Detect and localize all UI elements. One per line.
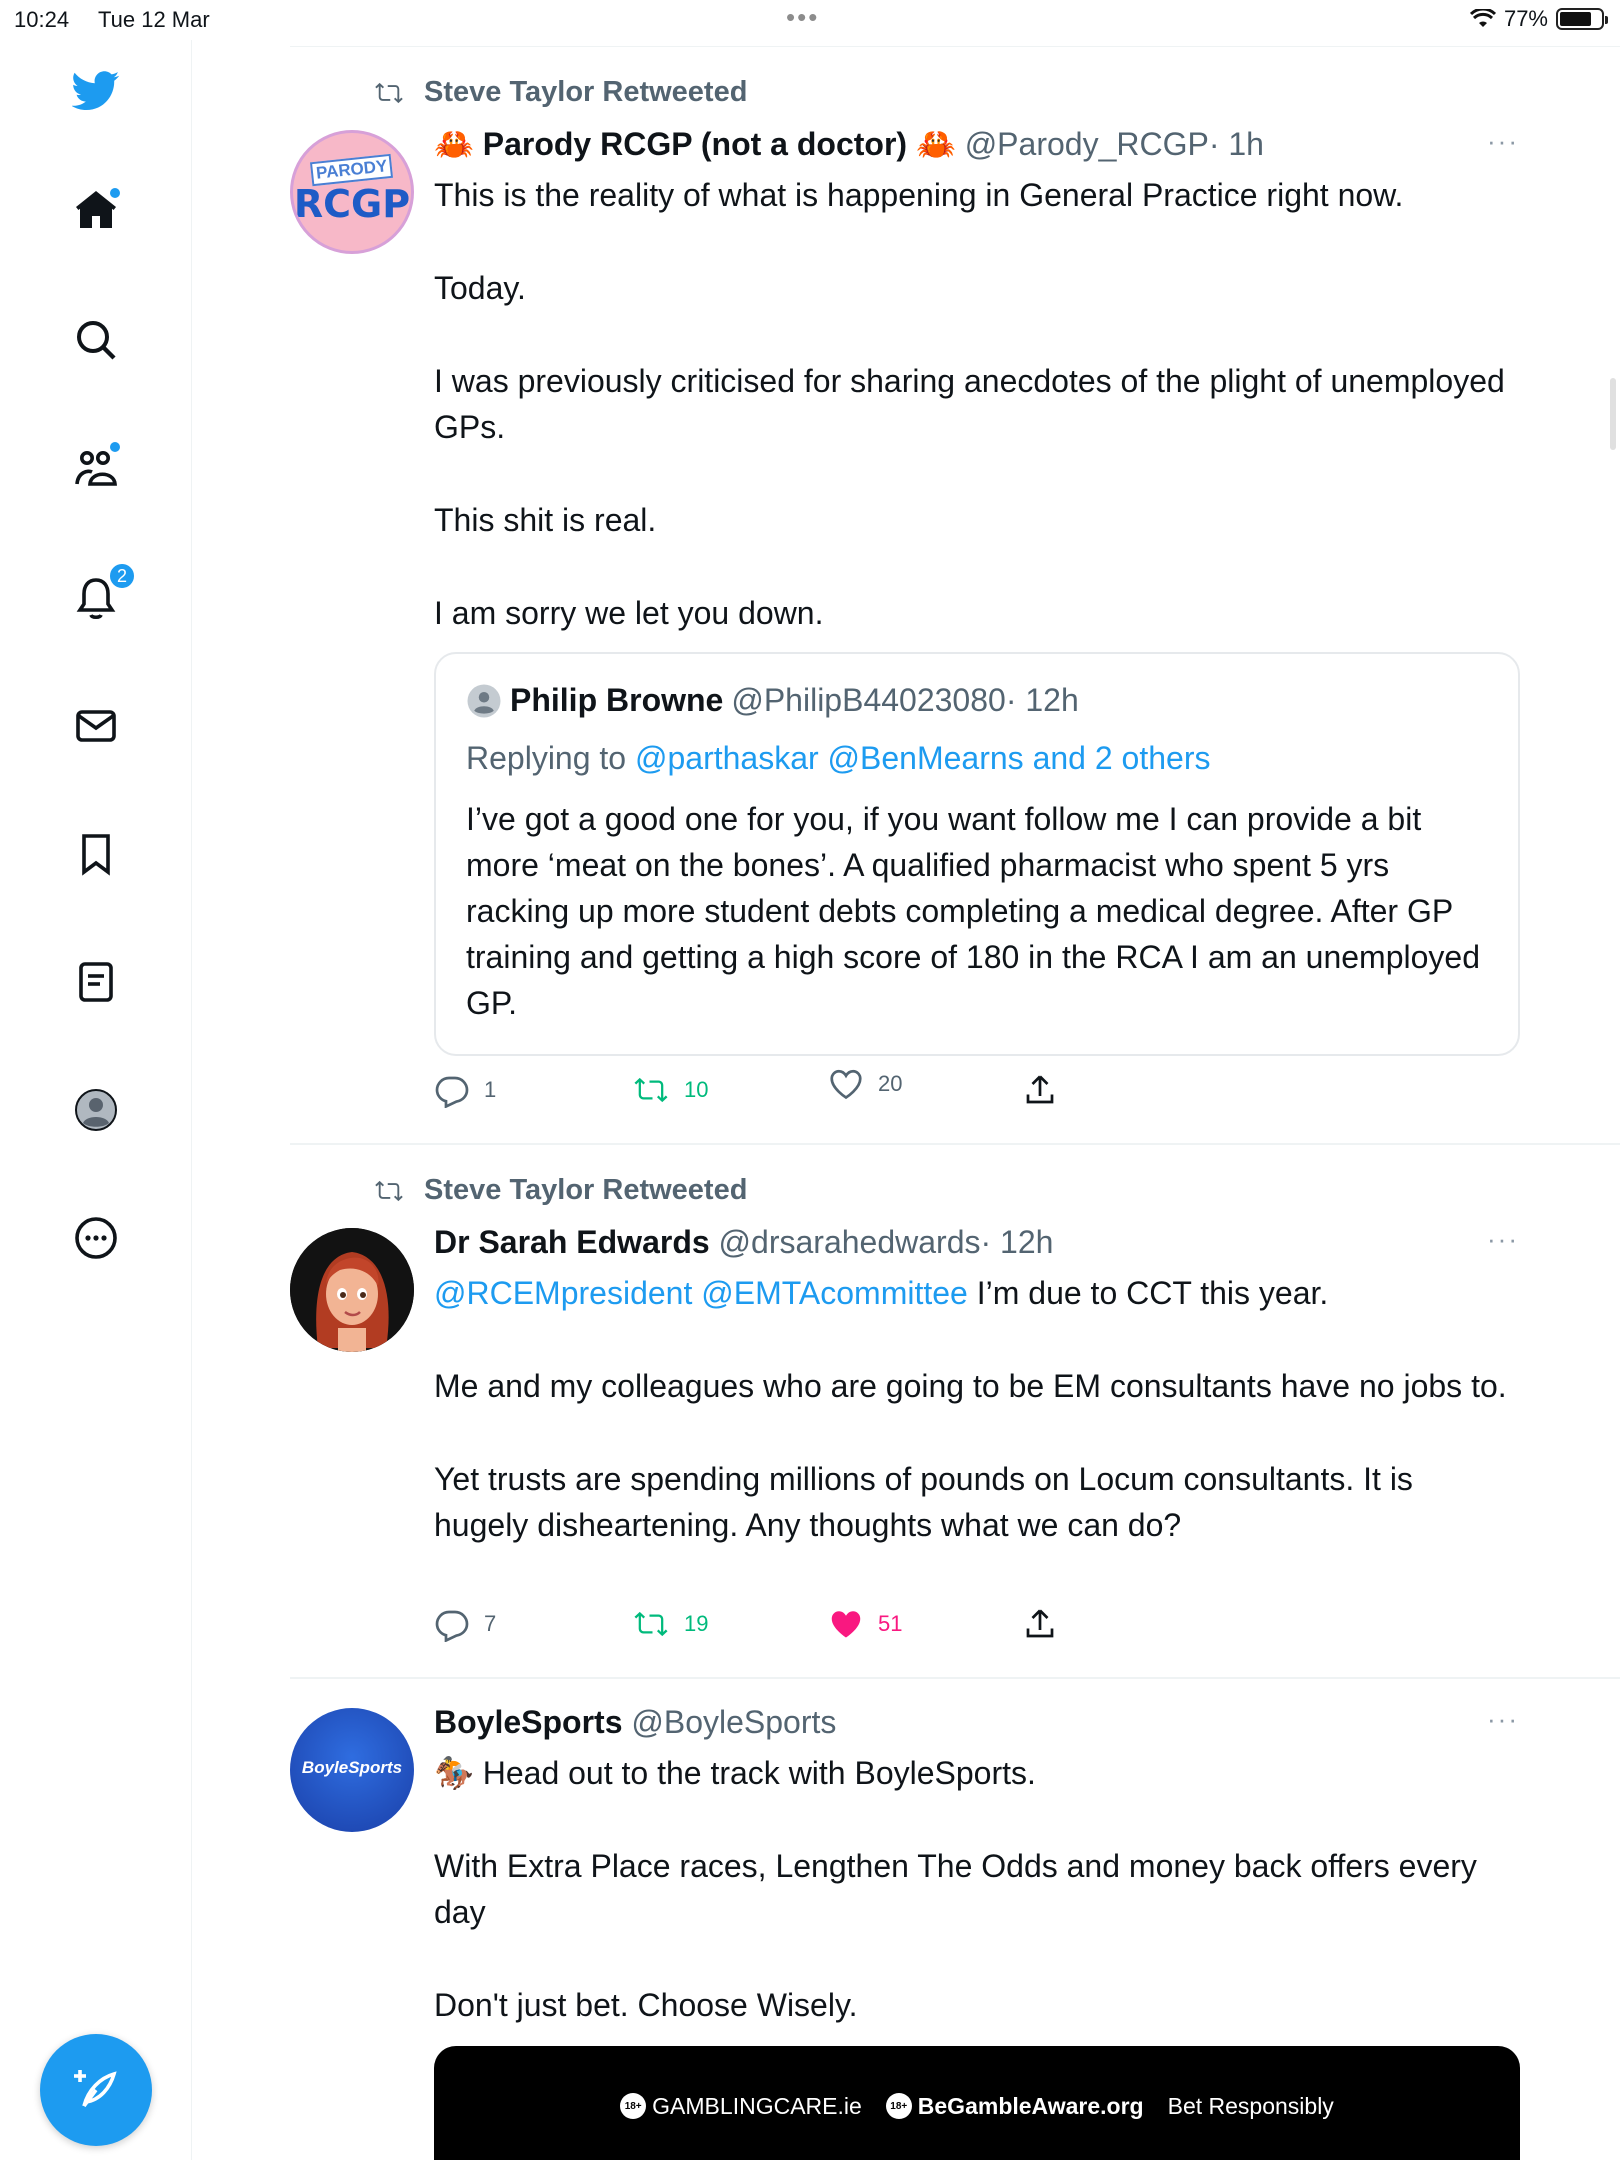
notifications-icon[interactable] [68,565,127,626]
quote-avatar-icon [466,683,502,719]
share-icon [1022,1072,1058,1108]
tweet-actions [434,1606,1134,1646]
avatar[interactable] [290,130,414,254]
retweet-icon [632,1072,670,1108]
ad-banner-image[interactable] [434,2046,1520,2160]
divider [290,46,1620,47]
tweet-header [434,1702,1514,1742]
compose-tweet-button[interactable] [40,2034,152,2146]
retweeted-by-label: Steve Taylor Retweeted [424,76,748,108]
communities-icon[interactable] [68,440,124,496]
display-name[interactable]: Dr Sarah Edwards [434,1224,710,1260]
avatar-parody-label: PARODY [310,154,394,186]
messages-icon[interactable] [68,698,124,754]
age-restriction-mark: 18+ [620,2093,646,2119]
tweet-header [434,124,1514,164]
status-date: Tue 12 Mar [98,7,210,32]
replying-to [466,740,1210,777]
like-button[interactable] [828,1066,902,1102]
avatar-rcgp-label: RCGP [293,182,411,226]
retweet-icon [632,1606,670,1642]
reply-count: 7 [484,1611,497,1636]
tweet-content [434,1222,1514,1548]
tweet-paragraph: Head out to the track with BoyleSports. [482,1755,1036,1791]
divider [290,1677,1620,1679]
tweet-paragraph: With Extra Place races, Lengthen The Odds and money back offers every day [434,1848,1477,1930]
gamblingcare-text: GAMBLINGCARE.ie [652,2092,862,2119]
heart-icon [828,1066,864,1102]
age-restriction-mark: 18+ [886,2093,912,2119]
multitasking-dots-icon[interactable]: ••• [786,2,820,32]
tweet-paragraph: I am sorry we let you down. [434,595,824,631]
display-name[interactable]: BoyleSports [434,1704,623,1740]
like-count: 20 [878,1071,903,1096]
mention-links[interactable]: @RCEMpresident @EMTAcommittee [434,1275,968,1311]
reply-button[interactable] [434,1072,496,1108]
share-button[interactable] [1022,1072,1058,1108]
bookmarks-icon[interactable] [68,826,124,882]
retweet-button[interactable] [632,1072,708,1108]
tweet-actions [434,1072,1134,1112]
quote-text: I’ve got a good one for you, if you want follow me I can provide a bit more ‘meat on the bones’. A qualified pharmacist who spent 5 yrs racking up more student debts completing a medical degree. After GP training and getting a high score of 180 in the RCA I am an unemployed GP. [466,801,1480,1021]
tweet-paragraph: Today. [434,270,526,306]
avatar[interactable] [290,1228,414,1352]
replying-to-label: Replying to [466,740,627,776]
retweet-context [372,76,747,109]
quote-handle: @PhilipB44023080 [731,682,1006,718]
retweet-button[interactable] [632,1606,708,1642]
quoted-tweet[interactable] [434,652,1520,1056]
status-time: 10:24 [14,7,70,32]
bet-responsibly-text: Bet Responsibly [1167,2092,1334,2119]
tweet-more-button[interactable]: ··· [1487,1224,1519,1254]
begambleaware-logo [886,2093,1144,2120]
reply-count: 1 [484,1077,497,1102]
tweet-paragraph: Me and my colleagues who are going to be EM consultants have no jobs to. [434,1368,1507,1404]
timeline [192,0,1620,2160]
promoted-tweet[interactable] [290,1700,1620,2160]
tweet[interactable] [290,1170,1620,1670]
tweet-text [434,172,1514,636]
twitter-logo-icon[interactable] [68,62,124,118]
avatar-brand-label: BoyleSports [301,1758,403,1777]
gamblingcare-logo [620,2093,862,2120]
retweeted-by-label: Steve Taylor Retweeted [424,1174,748,1206]
tweet-paragraph: Don't just bet. Choose Wisely. [434,1987,858,2023]
tweet-header [434,1222,1514,1262]
tweet-text [434,1750,1514,2028]
tweet-paragraph: This shit is real. [434,502,657,538]
more-options-icon[interactable] [68,1210,124,1266]
cartoon-woman-avatar-icon [290,1228,414,1352]
search-icon[interactable] [68,312,124,368]
quote-timestamp: · 12h [1005,682,1079,718]
handle[interactable]: @BoyleSports [631,1704,837,1740]
display-name[interactable]: Parody RCGP (not a doctor) [482,126,908,162]
tweet-paragraph: This is the reality of what is happening in General Practice right now. [434,177,1404,213]
quote-header [466,682,1079,719]
battery-percent: 77% [1503,6,1548,31]
crab-emoji: 🦀 [434,126,474,162]
tweet[interactable] [290,72,1620,1142]
tweet-content [434,124,1514,636]
reply-button[interactable] [434,1606,496,1642]
home-icon[interactable] [68,182,124,238]
retweet-context-icon [372,78,406,108]
crab-emoji: 🦀 [915,126,956,162]
reply-icon [434,1072,470,1108]
tweet-paragraph: I was previously criticised for sharing anecdotes of the plight of unemployed GPs. [434,363,1505,445]
lists-icon[interactable] [68,954,124,1010]
retweet-context [372,1174,747,1207]
tweet-paragraph: Yet trusts are spending millions of pounds on Locum consultants. It is hugely disheartening. Any thoughts what we can do? [434,1461,1413,1543]
divider [290,1143,1620,1145]
reply-icon [434,1606,470,1642]
timestamp[interactable]: · 12h [980,1224,1054,1260]
tweet-first-line-text: I’m due to CCT this year. [967,1275,1329,1311]
tweet-more-button[interactable]: ··· [1487,126,1519,156]
handle[interactable]: @Parody_RCGP [964,126,1209,162]
retweet-count: 19 [684,1611,709,1636]
tweet-content [434,1702,1514,2028]
replying-to-links[interactable]: @parthaskar @BenMearns and 2 others [634,740,1211,776]
retweet-context-icon [372,1176,406,1206]
tweet-more-button[interactable]: ··· [1487,1704,1519,1734]
handle[interactable]: @drsarahedwards [718,1224,981,1260]
share-icon [1022,1606,1058,1642]
notification-badge: 2 [108,562,136,590]
quote-display-name: Philip Browne [510,682,724,718]
tweet-text [434,1270,1514,1548]
tweet-first-line [434,1750,1514,1796]
begambleaware-text: BeGambleAware.org [917,2092,1144,2119]
share-button[interactable] [1022,1606,1058,1642]
profile-avatar-icon[interactable] [68,1082,124,1138]
sidebar [0,40,192,2160]
compose-feather-icon [72,2066,120,2114]
horse-racing-emoji: 🏇 [434,1755,474,1791]
avatar[interactable] [290,1708,414,1832]
like-count: 51 [878,1611,903,1636]
scrollbar[interactable] [1610,378,1616,450]
retweet-count: 10 [684,1077,709,1102]
tweet-first-line [434,1270,1514,1316]
heart-filled-icon [828,1606,864,1642]
timestamp[interactable]: · 1h [1208,126,1264,162]
like-button[interactable] [828,1606,902,1642]
